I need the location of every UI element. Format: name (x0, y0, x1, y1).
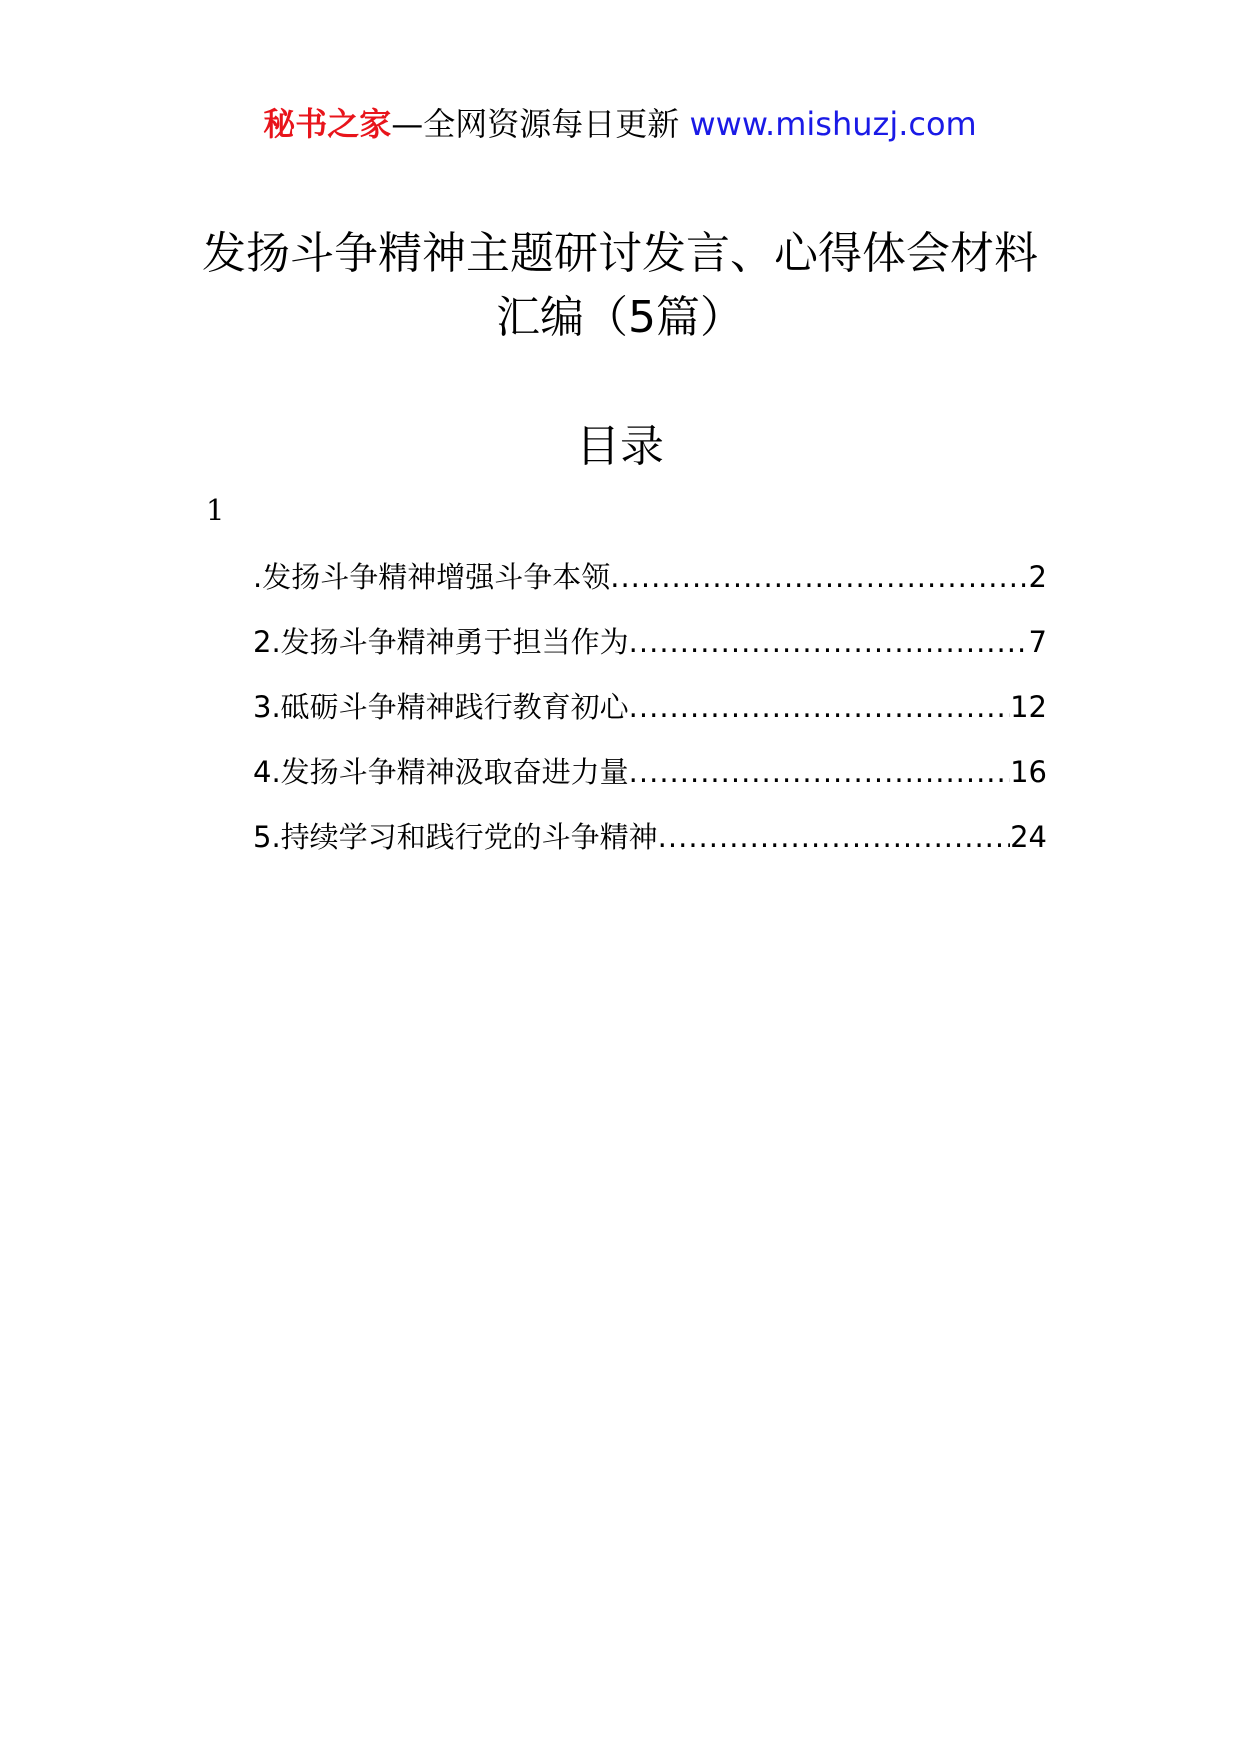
toc-entry[interactable] (253, 620, 1047, 685)
toc-entry-page: 7 (1028, 625, 1047, 659)
toc-entry-page: 12 (1010, 690, 1047, 724)
table-of-contents (253, 555, 1047, 880)
toc-stray-number: 1 (206, 493, 225, 527)
toc-dot-leader (658, 815, 1010, 859)
toc-dot-leader (629, 750, 1010, 794)
toc-dot-leader (629, 685, 1010, 729)
brand-name: 秘书之家 (263, 105, 392, 143)
toc-entry-title: .发扬斗争精神增强斗争本领 (253, 560, 611, 594)
toc-entry-title: 3.砥砺斗争精神践行教育初心 (253, 690, 629, 724)
site-url-link[interactable]: www.mishuzj.com (689, 105, 977, 143)
toc-dot-leader (610, 555, 1028, 599)
toc-entry[interactable] (253, 815, 1047, 880)
site-tagline: —全网资源每日更新 (391, 105, 680, 143)
toc-entry[interactable] (253, 555, 1047, 620)
site-header (0, 100, 1240, 148)
toc-entry-page: 16 (1010, 755, 1047, 789)
toc-entry-title: 4.发扬斗争精神汲取奋进力量 (253, 755, 629, 789)
document-title: 发扬斗争精神主题研讨发言、心得体会材料汇编（5篇） (202, 228, 1038, 343)
toc-entry-page: 24 (1010, 820, 1047, 854)
toc-entry-page: 2 (1028, 560, 1047, 594)
toc-heading: 目录 (576, 421, 664, 472)
toc-entry-title: 2.发扬斗争精神勇于担当作为 (253, 625, 629, 659)
toc-entry[interactable] (253, 685, 1047, 750)
toc-entry-title: 5.持续学习和践行党的斗争精神 (253, 820, 658, 854)
toc-entry[interactable] (253, 750, 1047, 815)
toc-dot-leader (629, 620, 1029, 664)
